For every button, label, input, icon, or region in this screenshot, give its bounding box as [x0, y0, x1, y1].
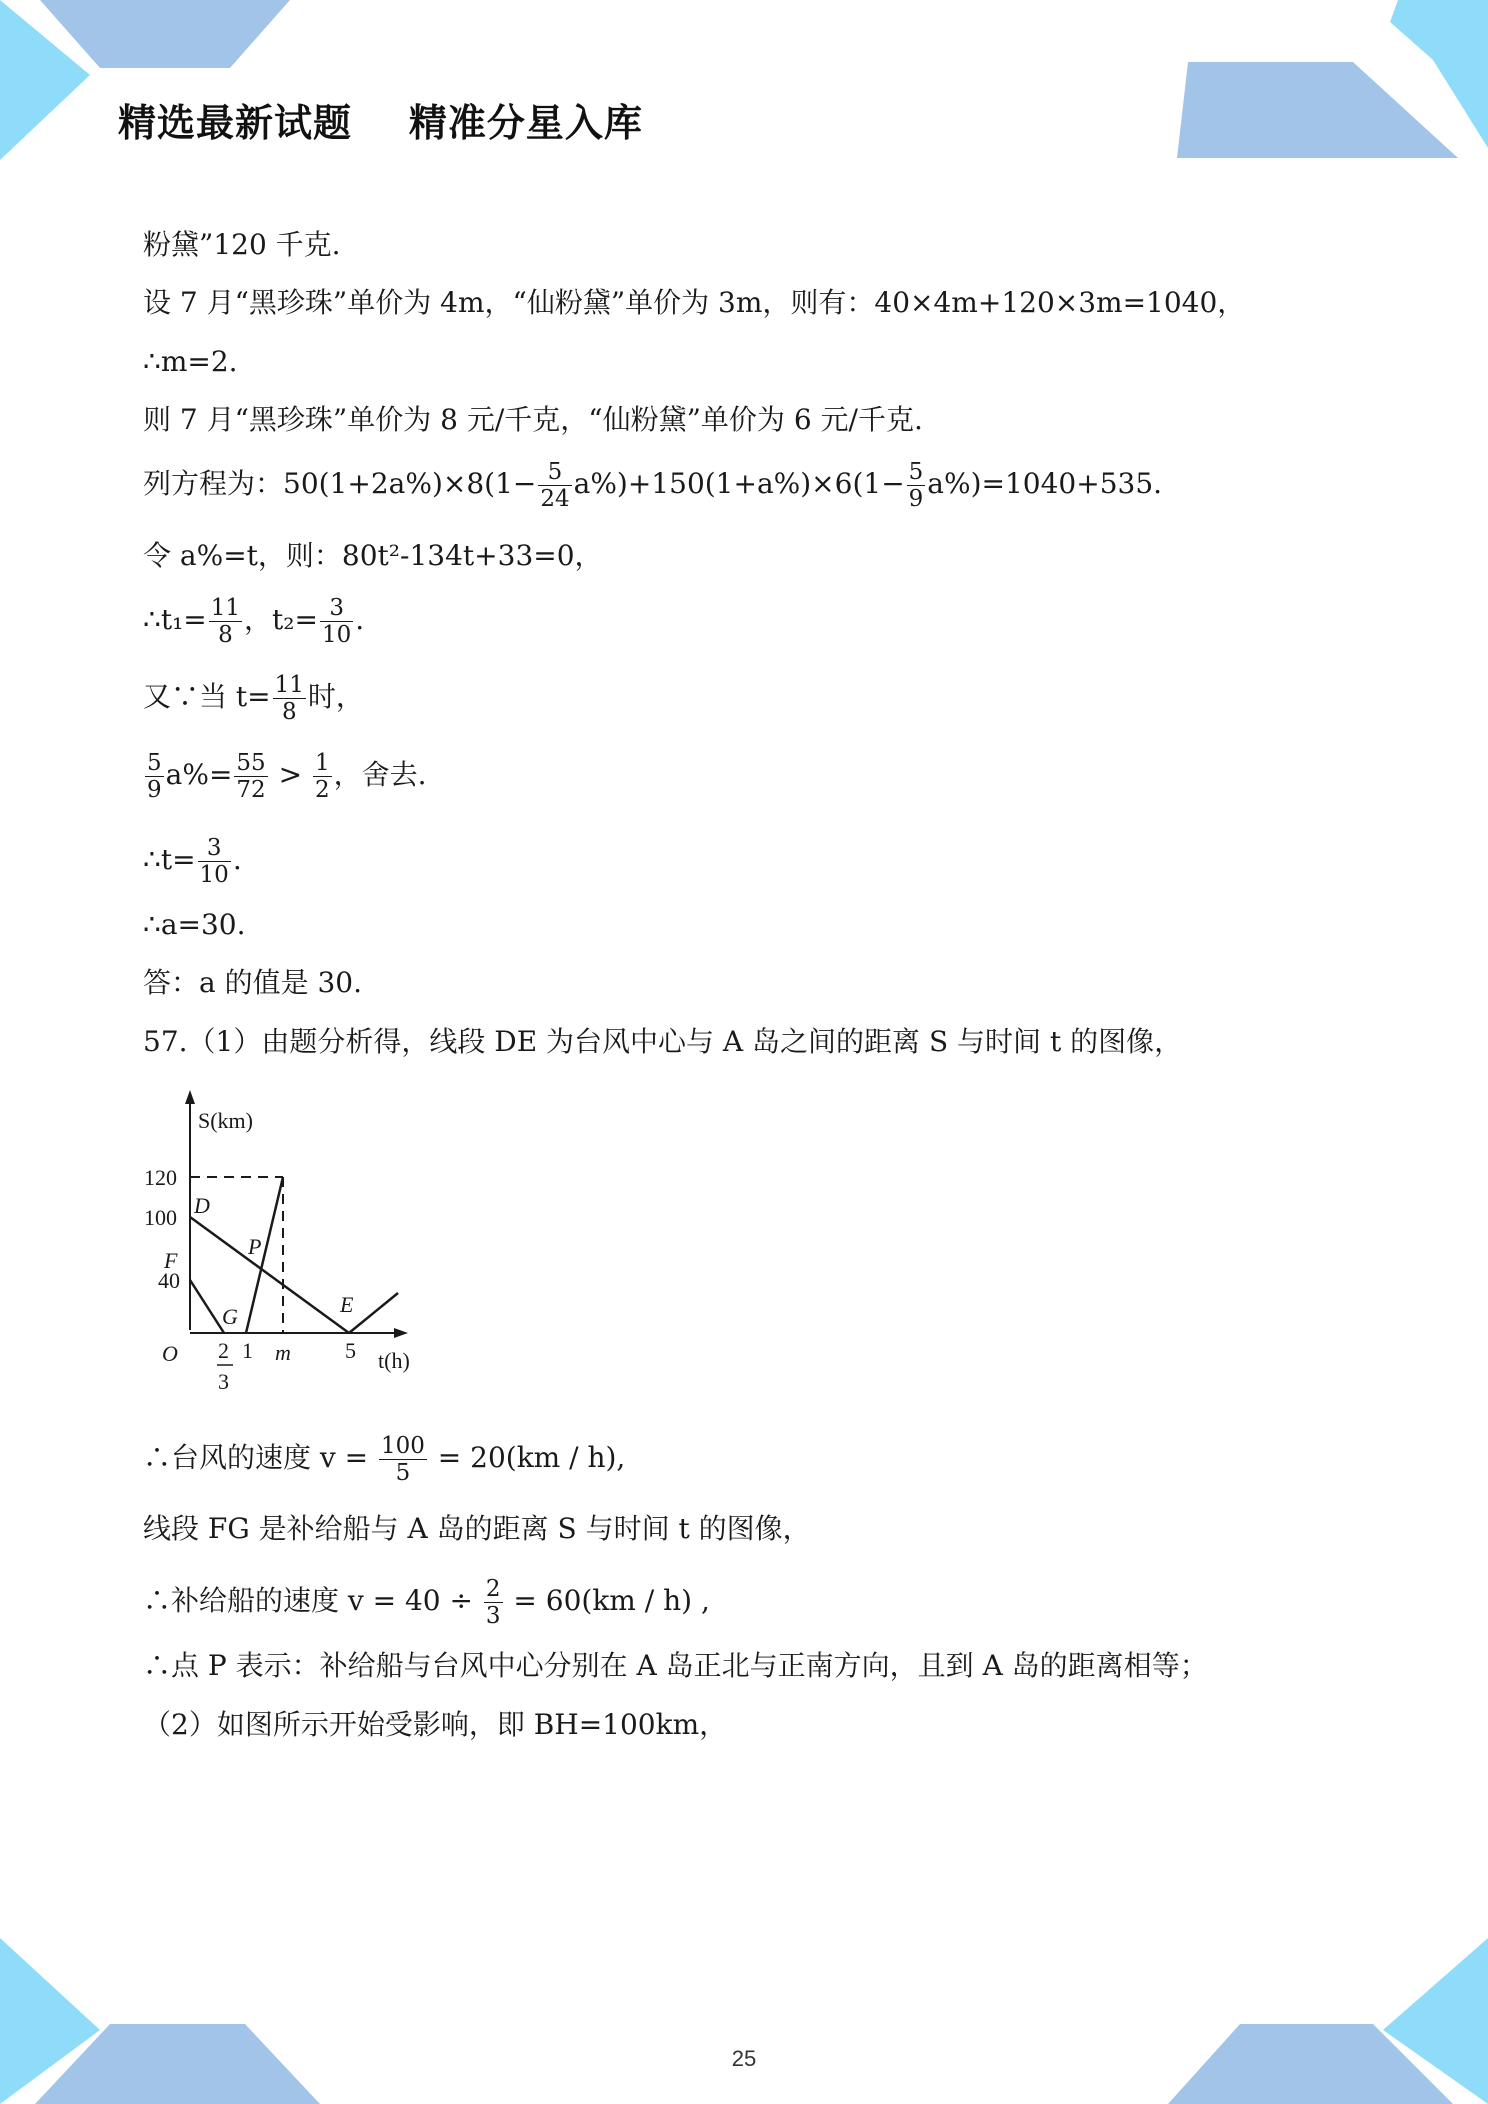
y-tick-40: 40	[158, 1268, 180, 1293]
text-line-15: 线段 FG 是补给船与 A 岛的距离 S 与时间 t 的图像，	[143, 1512, 811, 1545]
roots-part-b: ，t₂=	[244, 603, 318, 636]
bottom-left-decoration	[0, 1924, 320, 2104]
text-line-11: ∴a=30.	[143, 908, 246, 941]
fraction-denominator: 2	[314, 777, 330, 803]
point-label-P: P	[248, 1234, 262, 1259]
inequality-part-b: >	[269, 758, 311, 791]
fraction-numerator: 11	[274, 672, 304, 698]
inequality-part-c: ，舍去.	[333, 758, 427, 791]
equation-line	[143, 459, 1162, 512]
bottom-right-decoration	[1168, 1924, 1488, 2104]
fraction	[198, 835, 231, 888]
ship-speed-part-a: ∴补给船的速度 v = 40 ÷	[143, 1584, 482, 1617]
roots-part-c: .	[355, 603, 365, 636]
y-axis-arrow	[185, 1090, 195, 1104]
fraction	[484, 1576, 503, 1629]
x-tick-1: 1	[242, 1338, 253, 1363]
origin-label: O	[162, 1341, 178, 1366]
condition-part-b: 时，	[307, 680, 364, 713]
fraction-numerator: 11	[210, 595, 241, 621]
fraction-denominator: 72	[236, 777, 266, 803]
fraction	[145, 750, 164, 803]
equation-part-b: a%)+150(1+a%)×6(1−	[573, 467, 905, 500]
fraction-numerator: 1	[314, 750, 330, 776]
equation-part-c: a%)=1040+535.	[927, 467, 1163, 500]
fraction	[379, 1433, 427, 1486]
inequality-part-a: a%=	[165, 758, 233, 791]
fraction-numerator: 2	[485, 1576, 501, 1602]
distance-time-graph	[140, 1090, 440, 1410]
condition-part-a: 又∵当 t=	[143, 680, 271, 713]
fraction-numerator: 3	[198, 835, 231, 862]
fraction-numerator: 5	[147, 750, 162, 776]
point-label-D: D	[194, 1193, 210, 1218]
text-line-18: （2）如图所示开始受影响，即 BH=100km，	[143, 1708, 728, 1741]
x-tick-2-3-numerator: 2	[218, 1338, 229, 1363]
point-label-F: F	[164, 1248, 178, 1273]
fraction-denominator: 3	[485, 1603, 501, 1629]
fraction-denominator: 9	[147, 777, 162, 803]
fraction	[320, 595, 353, 648]
t-value-part-b: .	[232, 843, 242, 876]
segment-FG	[190, 1280, 224, 1333]
x-tick-2-3-denominator: 3	[218, 1369, 229, 1394]
y-axis-label: S(km)	[198, 1108, 253, 1133]
fraction-denominator: 24	[540, 486, 570, 512]
equation-part-a: 列方程为：50(1+2a%)×8(1−	[143, 467, 537, 500]
text-line-4: 则 7 月“黑珍珠”单价为 8 元/千克，“仙粉黛”单价为 6 元/千克.	[143, 403, 923, 436]
ship-speed-part-b: = 60(km / h) ,	[504, 1584, 710, 1617]
text-line-3: ∴m=2.	[143, 345, 238, 378]
roots-line	[143, 595, 364, 648]
answer-line: 答：a 的值是 30.	[143, 966, 363, 999]
fraction	[907, 459, 926, 512]
text-line-17: ∴点 P 表示：补给船与台风中心分别在 A 岛正北与正南方向，且到 A 岛的距离相等；	[143, 1649, 1208, 1682]
roots-part-a: ∴t₁=	[143, 603, 207, 636]
y-tick-120: 120	[144, 1165, 177, 1190]
fraction	[538, 459, 571, 512]
fraction-denominator: 10	[199, 862, 229, 888]
text-line-2: 设 7 月“黑珍珠”单价为 4m，“仙粉黛”单价为 3m，则有：40×4m+120×3m=1040，	[143, 286, 1246, 319]
page-number: 25	[731, 2046, 757, 2071]
top-right-decoration	[1128, 0, 1488, 170]
fraction	[273, 672, 306, 725]
fraction	[209, 595, 242, 648]
fraction-denominator: 9	[908, 486, 924, 512]
ship-speed-line	[143, 1576, 710, 1629]
x-axis-label: t(h)	[378, 1348, 410, 1373]
x-axis-arrow	[394, 1328, 408, 1338]
point-label-E: E	[340, 1292, 354, 1317]
fraction-denominator: 10	[322, 622, 352, 648]
text-line-1: 粉黛”120 千克.	[143, 228, 341, 261]
t-value-line	[143, 835, 242, 888]
segment-after-E	[349, 1293, 398, 1333]
point-label-G: G	[222, 1304, 238, 1329]
fraction-denominator: 8	[281, 699, 297, 725]
speed-part-a: ∴台风的速度 v =	[143, 1441, 377, 1474]
condition-line	[143, 672, 364, 725]
fraction	[234, 750, 267, 803]
fraction	[313, 750, 332, 803]
x-tick-5: 5	[345, 1338, 356, 1363]
x-tick-m: m	[275, 1340, 291, 1365]
problem-57-line: 57.（1）由题分析得，线段 DE 为台风中心与 A 岛之间的距离 S 与时间 t 的图像，	[143, 1025, 1183, 1058]
fraction-numerator: 5	[908, 459, 924, 485]
header-title: 精选最新试题 精准分星入库	[118, 101, 643, 145]
fraction-denominator: 8	[218, 622, 233, 648]
t-value-part-a: ∴t=	[143, 843, 196, 876]
text-line-6: 令 a%=t，则：80t²-134t+33=0，	[143, 539, 603, 572]
fraction-denominator: 5	[395, 1460, 411, 1486]
speed-part-b: = 20(km / h),	[428, 1441, 626, 1474]
y-tick-100: 100	[144, 1205, 177, 1230]
inequality-line	[143, 750, 427, 803]
fraction-numerator: 3	[320, 595, 353, 622]
fraction-numerator: 55	[236, 750, 266, 776]
speed-line	[143, 1433, 625, 1486]
fraction-numerator: 5	[538, 459, 571, 486]
fraction-numerator: 100	[380, 1433, 425, 1459]
